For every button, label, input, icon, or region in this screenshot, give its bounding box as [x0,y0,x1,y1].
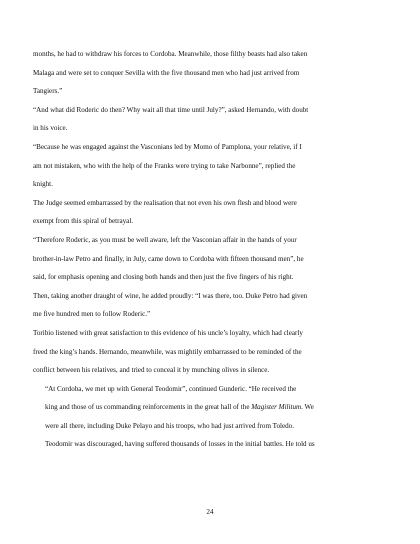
paragraph [33,194,393,231]
paragraph [33,380,393,454]
text-line: me five hundred men to follow Roderic.” [33,310,151,319]
text-line: “Therefore Roderic, as you must be well aware, left the Vasconian affair in the hands of your [33,235,297,244]
text-line: freed the king’s hands. Hernando, meanwhile, was mightily embarrassed to be reminded of the [33,347,302,356]
paragraph [33,324,393,380]
text-line: were all there, including Duke Pelayo and his troops, who had just arrived from Toledo. [45,421,294,430]
text-line: am not mistaken, who with the help of the Franks were trying to take Narbonne”, replied the [33,161,296,170]
paragraph [33,231,393,324]
italic-term: Magister Militum [251,403,302,412]
text-line: knight. [33,180,53,189]
paragraph [33,101,393,138]
text-line: months, he had to withdraw his forces to Cordoba. Meanwhile, those filthy beasts had also taken [33,50,308,58]
page-number: 24 [206,508,214,516]
text-line: The Judge seemed embarrassed by the realisation that not even his own flesh and blood were [33,198,297,207]
text-line: king and those of us commanding reinforcements in the great hall of the Magister Militum. We [45,403,314,412]
text-line: Teodomir was discouraged, having suffered thousands of losses in the initial battles. He told us [45,440,315,449]
paragraph [33,45,393,101]
text-line: conflict between his relatives, and tried to conceal it by munching olives in silence. [33,366,270,375]
text-line: in his voice. [33,124,68,133]
text-line: Tangiers.” [33,87,63,96]
text-line: Then, taking another draught of wine, he added proudly: “I was there, too. Duke Petro had given [33,291,308,300]
text-line: Malaga and were set to conquer Sevilla with the five thousand men who had just arrived from [33,68,300,77]
text-line: “Because he was engaged against the Vasconians led by Momo of Pamplona, your relative, if I [33,142,302,151]
paragraph [33,138,393,194]
text-line: “And what did Roderic do then? Why wait all that time until July?”, asked Hernando, with doubt [33,105,309,114]
text-line: brother-in-law Petro and finally, in July, came down to Cordoba with fifteen thousand men”, he [33,254,304,263]
text-line: “At Cordoba, we met up with General Teodomir”, continued Gunderic. “He received the [45,384,297,393]
text-line: exempt from this spiral of betrayal. [33,217,134,226]
body-text [33,45,393,454]
text-line: said, for emphasis opening and closing both hands and then just the five fingers of his right. [33,273,294,282]
text-line: Toribio listened with great satisfaction to this evidence of his uncle’s loyalty, which had clearly [33,328,303,337]
